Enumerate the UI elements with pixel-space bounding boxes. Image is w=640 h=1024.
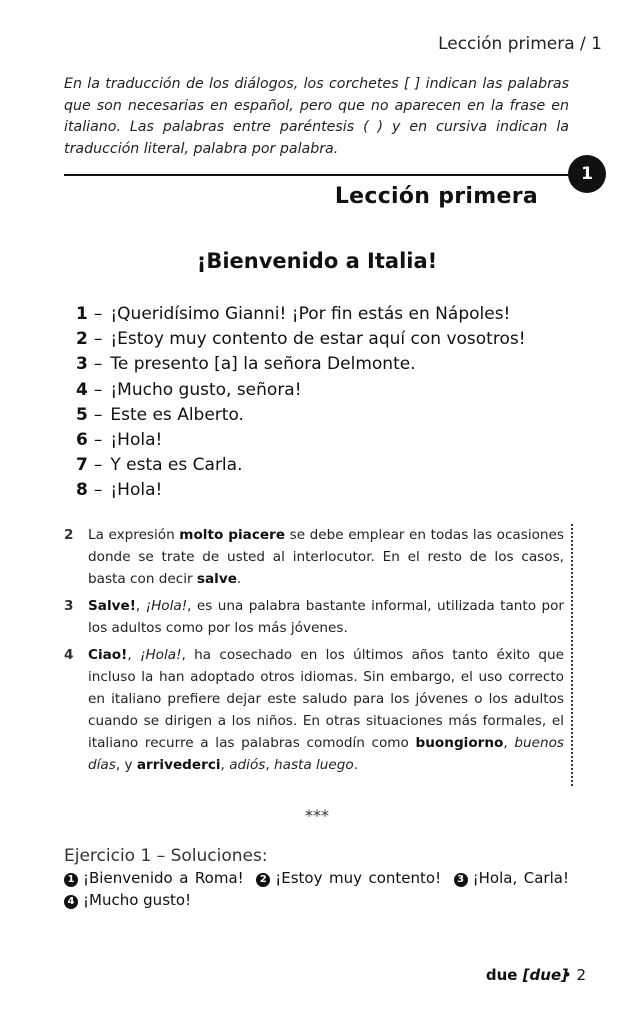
note-term: Salve! <box>88 598 136 614</box>
note-number: 3 <box>64 598 74 614</box>
note-term: salve <box>196 571 237 587</box>
note-text: , ha cosechado en los últimos años tanto éxito que incluso la han adoptado otros idiomas. Sin embargo, el uso correcto en italiano prefiere dejar este saludo para los jóvenes o los adultos cuando se dirigen a los niños. En otras situaciones más formales, el italiano recurre a las palabras comodín como <box>88 647 564 751</box>
line-text: ¡Estoy muy contento de estar aquí con vosotros! <box>110 329 526 350</box>
answer-number-badge: 2 <box>256 873 270 887</box>
note-term: Ciao! <box>88 647 128 663</box>
dialogue-title: ¡Bienvenido a Italia! <box>196 249 438 273</box>
note-translation: adiós <box>229 757 266 773</box>
line-text: Este es Alberto. <box>110 404 244 425</box>
line-number: 3 <box>76 354 88 375</box>
note-text: , <box>127 647 140 663</box>
section-separator: *** <box>305 806 329 825</box>
line-text: Te presento [a] la señora Delmonte. <box>110 354 416 375</box>
line-number: 1 <box>76 304 88 324</box>
answer-text: ¡Bienvenido a Roma! <box>83 869 244 887</box>
line-text: ¡Hola! <box>110 429 163 450</box>
note-item <box>64 595 564 639</box>
note-translation: ¡Hola! <box>145 598 188 614</box>
footer-number-word <box>486 966 568 984</box>
section-rule <box>64 174 574 176</box>
line-number: 2 <box>76 329 88 350</box>
line-number: 4 <box>76 379 88 400</box>
answer-number-badge: 1 <box>64 873 78 887</box>
page-number: • 2 <box>562 966 586 984</box>
answer-text: ¡Estoy muy contento! <box>275 869 442 887</box>
line-number: 6 <box>76 429 88 450</box>
note-text: , <box>265 757 274 773</box>
notes-dotted-border <box>571 524 573 786</box>
note-term: molto piacere <box>179 527 286 543</box>
line-text: ¡Mucho gusto, señora! <box>110 379 302 400</box>
dialogue-line: 2 – ¡Estoy muy contento de estar aquí con vosotros! <box>76 327 526 352</box>
dialogue-line: 6 – ¡Hola! <box>76 428 526 453</box>
exercise-answers <box>64 868 569 911</box>
line-number: 7 <box>76 455 88 476</box>
note-text: , <box>135 598 146 614</box>
exercise-title: Ejercicio 1 – Soluciones: <box>64 846 268 866</box>
answer-text: ¡Hola, Carla! <box>472 869 569 887</box>
answer-number-badge: 4 <box>64 895 78 909</box>
answer-text: ¡Mucho gusto! <box>83 890 192 909</box>
note-text: . <box>353 757 359 773</box>
note-text: , <box>503 735 515 751</box>
number-pronunciation: [due] <box>522 966 568 984</box>
note-translation: ¡Hola! <box>140 647 182 663</box>
note-text: , es una palabra bastante informal, utilizada tanto por los adultos como por los más jóvenes. <box>88 598 564 636</box>
note-term: buongiorno <box>415 735 504 751</box>
dialogue-line: 4 – ¡Mucho gusto, señora! <box>76 378 526 403</box>
dialogue-line: 7 – Y esta es Carla. <box>76 453 526 478</box>
dialogue-line: 8 – ¡Hola! <box>76 478 526 503</box>
line-text: Y esta es Carla. <box>110 455 243 476</box>
line-text: ¡Hola! <box>110 480 163 501</box>
dialogue-line: 5 – Este es Alberto. <box>76 403 526 428</box>
line-text: ¡Queridísimo Gianni! ¡Por fin estás en Nápoles! <box>110 304 511 324</box>
lesson-title: Lección primera <box>334 184 538 209</box>
note-translation: buenos días <box>88 735 564 773</box>
note-text: La expresión <box>88 527 180 543</box>
note-translation: hasta luego <box>274 757 354 773</box>
line-number: 5 <box>76 404 88 425</box>
note-text: se debe emplear en todas las ocasiones donde se trate de usted al interlocutor. En el resto de los casos, basta con decir <box>88 527 564 587</box>
answer-number-badge: 3 <box>454 873 468 887</box>
number-word: due <box>485 966 518 984</box>
note-item <box>64 644 564 776</box>
note-number: 4 <box>64 647 74 663</box>
running-head: Lección primera / 1 <box>438 34 602 54</box>
lesson-number-badge: 1 <box>568 155 606 193</box>
grammar-notes <box>64 524 564 781</box>
line-number: 8 <box>76 480 88 501</box>
dialogue-list <box>76 302 526 504</box>
translation-note: En la traducción de los diálogos, los corchetes [ ] indican las palabras que son necesarias en español, pero que no aparecen en la frase en italiano. Las palabras entre paréntesis ( ) y en cursiva indican la traducción literal, palabra por palabra. <box>64 76 569 157</box>
note-text: , <box>220 757 230 773</box>
note-number: 2 <box>64 527 74 543</box>
note-item <box>64 524 564 590</box>
note-term: arrivederci <box>136 757 221 773</box>
dialogue-line: 3 – Te presento [a] la señora Delmonte. <box>76 352 526 377</box>
note-text: . <box>236 571 242 587</box>
dialogue-line: 1 – ¡Queridísimo Gianni! ¡Por fin estás en Nápoles! <box>76 302 526 327</box>
note-text: , y <box>115 757 137 773</box>
